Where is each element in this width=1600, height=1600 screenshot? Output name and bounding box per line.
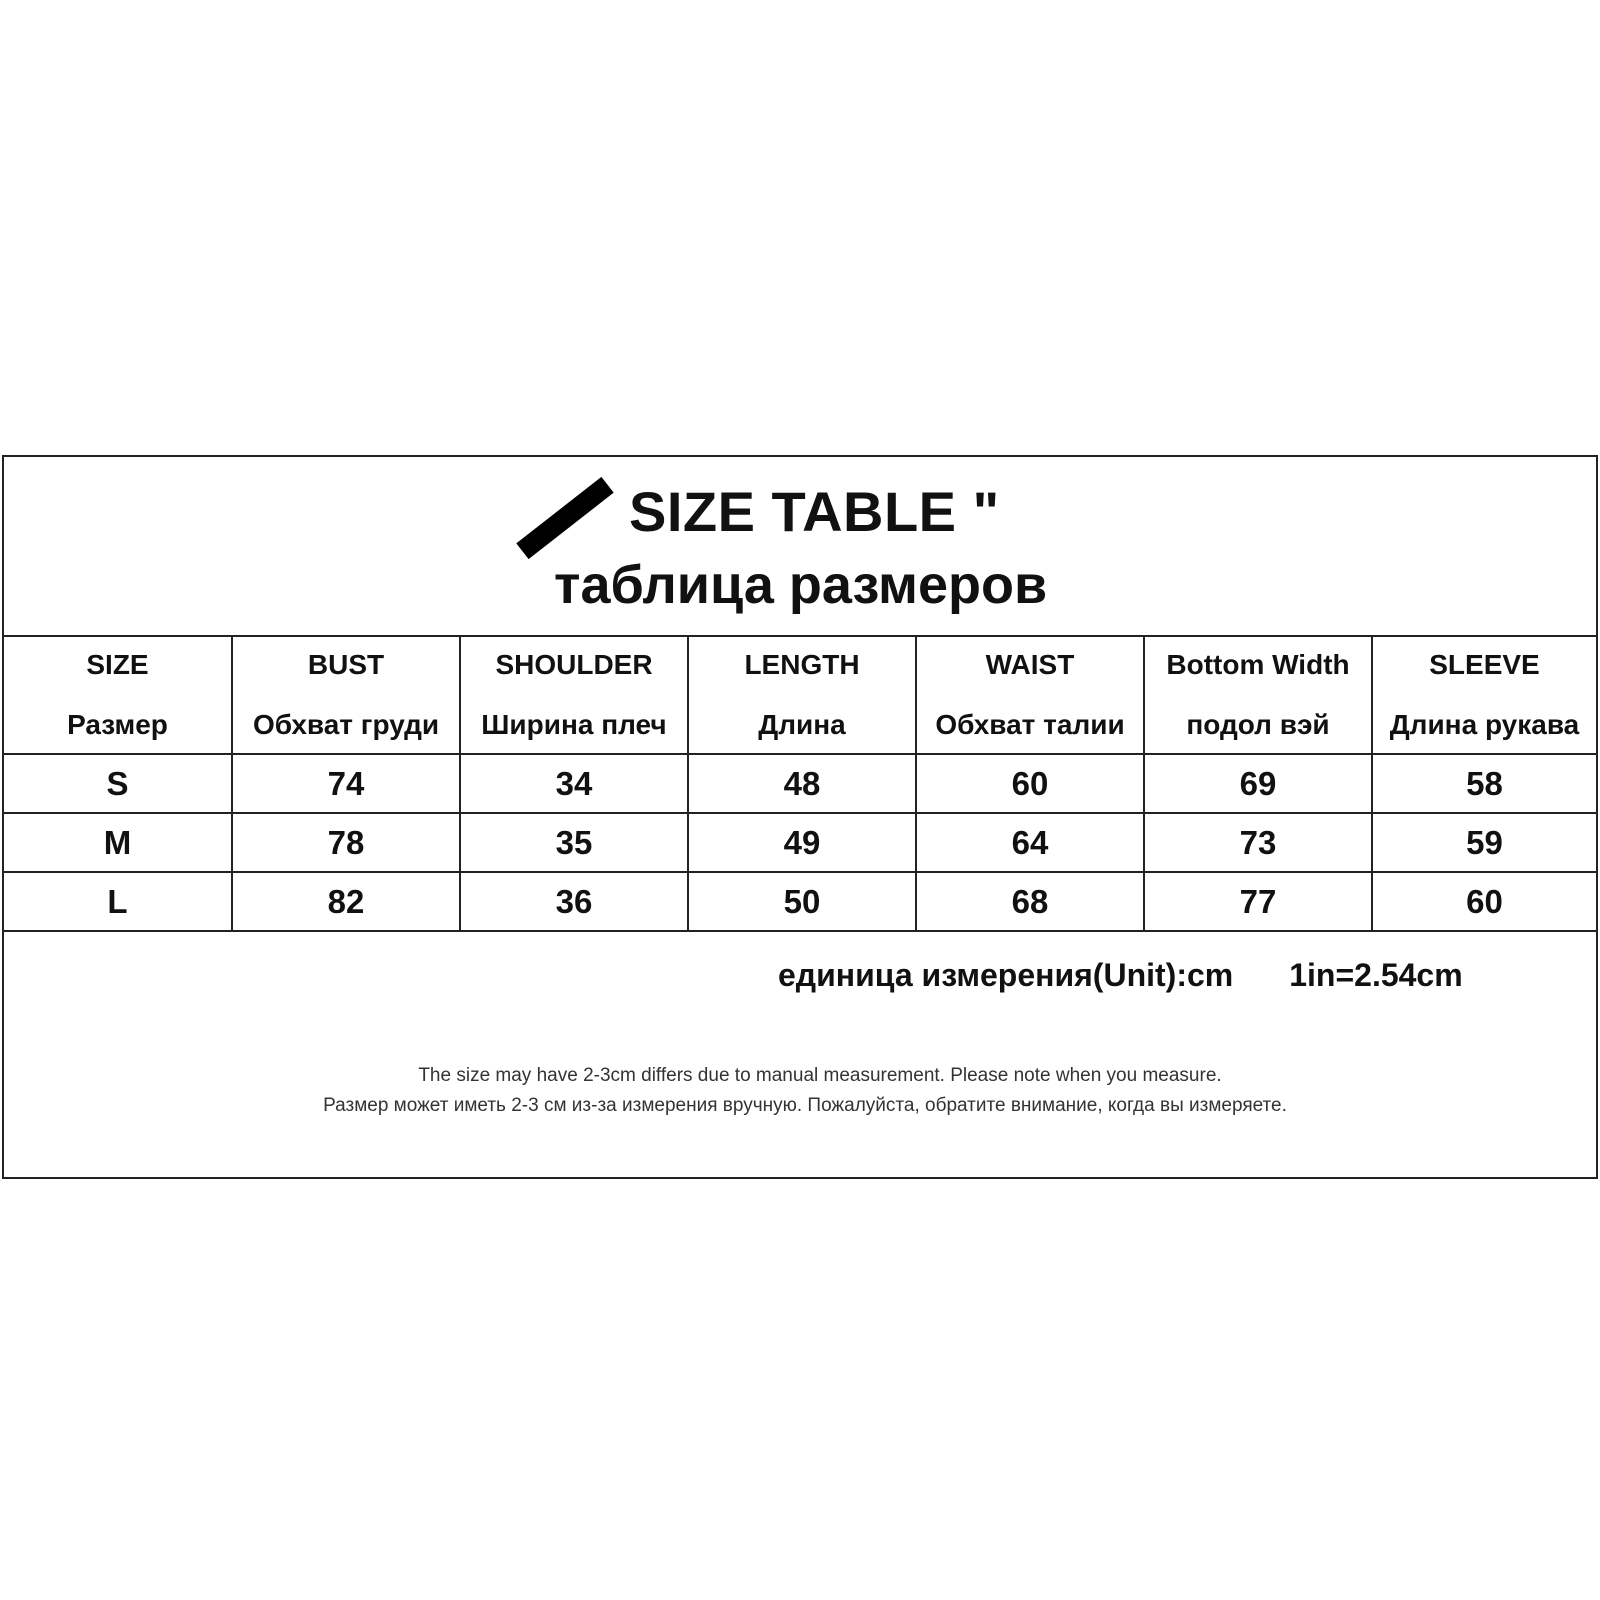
header-label-en: Bottom Width xyxy=(1166,649,1350,680)
header-label-en: LENGTH xyxy=(744,649,860,680)
header-cell-waist xyxy=(916,636,1144,754)
header-cell-bust xyxy=(232,636,460,754)
cell-shoulder: 34 xyxy=(460,754,688,813)
header-label-en: BUST xyxy=(307,649,385,680)
cell-bust: 82 xyxy=(232,872,460,931)
measurement-note-russian: Размер может иметь 2-3 см из-за измерения вручную. Пожалуйста, обратите внимание, когда вы измеряете. xyxy=(323,1095,1287,1116)
table-row-m xyxy=(4,813,1596,872)
cell-sleeve: 58 xyxy=(1372,754,1596,813)
cell-shoulder: 36 xyxy=(460,872,688,931)
slash-decoration-icon xyxy=(516,477,613,559)
header-cell-sleeve xyxy=(1372,636,1596,754)
cell-bottom-width: 77 xyxy=(1144,872,1372,931)
cell-bust: 78 xyxy=(232,813,460,872)
header-cell-length xyxy=(688,636,916,754)
table-row-l xyxy=(4,872,1596,931)
header-label-ru: Длина xyxy=(758,709,846,740)
measurement-note-english: The size may have 2-3cm differs due to manual measurement. Please note when you measure. xyxy=(418,1065,1222,1086)
unit-line xyxy=(778,957,1463,994)
cell-bust: 74 xyxy=(232,754,460,813)
size-chart xyxy=(2,455,1598,1179)
title-english: SIZE TABLE " xyxy=(629,480,1000,543)
header-label-ru: Размер xyxy=(67,709,168,740)
cell-sleeve: 59 xyxy=(1372,813,1596,872)
cell-length: 50 xyxy=(688,872,916,931)
cell-waist: 64 xyxy=(916,813,1144,872)
cell-size: M xyxy=(4,813,232,872)
cell-waist: 68 xyxy=(916,872,1144,931)
header-label-ru: Длина рукава xyxy=(1389,709,1580,740)
unit-label: единица измерения(Unit):cm xyxy=(778,957,1234,993)
header-cell-bottom-width xyxy=(1144,636,1372,754)
cell-bottom-width: 73 xyxy=(1144,813,1372,872)
cell-sleeve: 60 xyxy=(1372,872,1596,931)
header-cell-shoulder xyxy=(460,636,688,754)
header-cell-size xyxy=(4,636,232,754)
header-label-en: WAIST xyxy=(985,649,1075,680)
header-label-ru: Обхват груди xyxy=(252,709,440,740)
cell-bottom-width: 69 xyxy=(1144,754,1372,813)
size-table xyxy=(4,635,1596,932)
title-russian: таблица размеров xyxy=(554,555,1048,615)
header-label-en: SLEEVE xyxy=(1429,649,1540,680)
table-header-row xyxy=(4,636,1596,754)
unit-conversion: 1in=2.54cm xyxy=(1289,957,1463,993)
header-label-en: SIZE xyxy=(86,649,149,680)
cell-shoulder: 35 xyxy=(460,813,688,872)
cell-size: L xyxy=(4,872,232,931)
header-label-ru: Обхват талии xyxy=(935,709,1125,740)
table-row-s xyxy=(4,754,1596,813)
cell-waist: 60 xyxy=(916,754,1144,813)
header-label-en: SHOULDER xyxy=(495,649,653,680)
cell-size: S xyxy=(4,754,232,813)
size-chart-header xyxy=(4,457,1596,637)
header-label-ru: Ширина плеч xyxy=(481,709,667,740)
header-label-ru: подол вэй xyxy=(1186,709,1330,740)
cell-length: 48 xyxy=(688,754,916,813)
cell-length: 49 xyxy=(688,813,916,872)
